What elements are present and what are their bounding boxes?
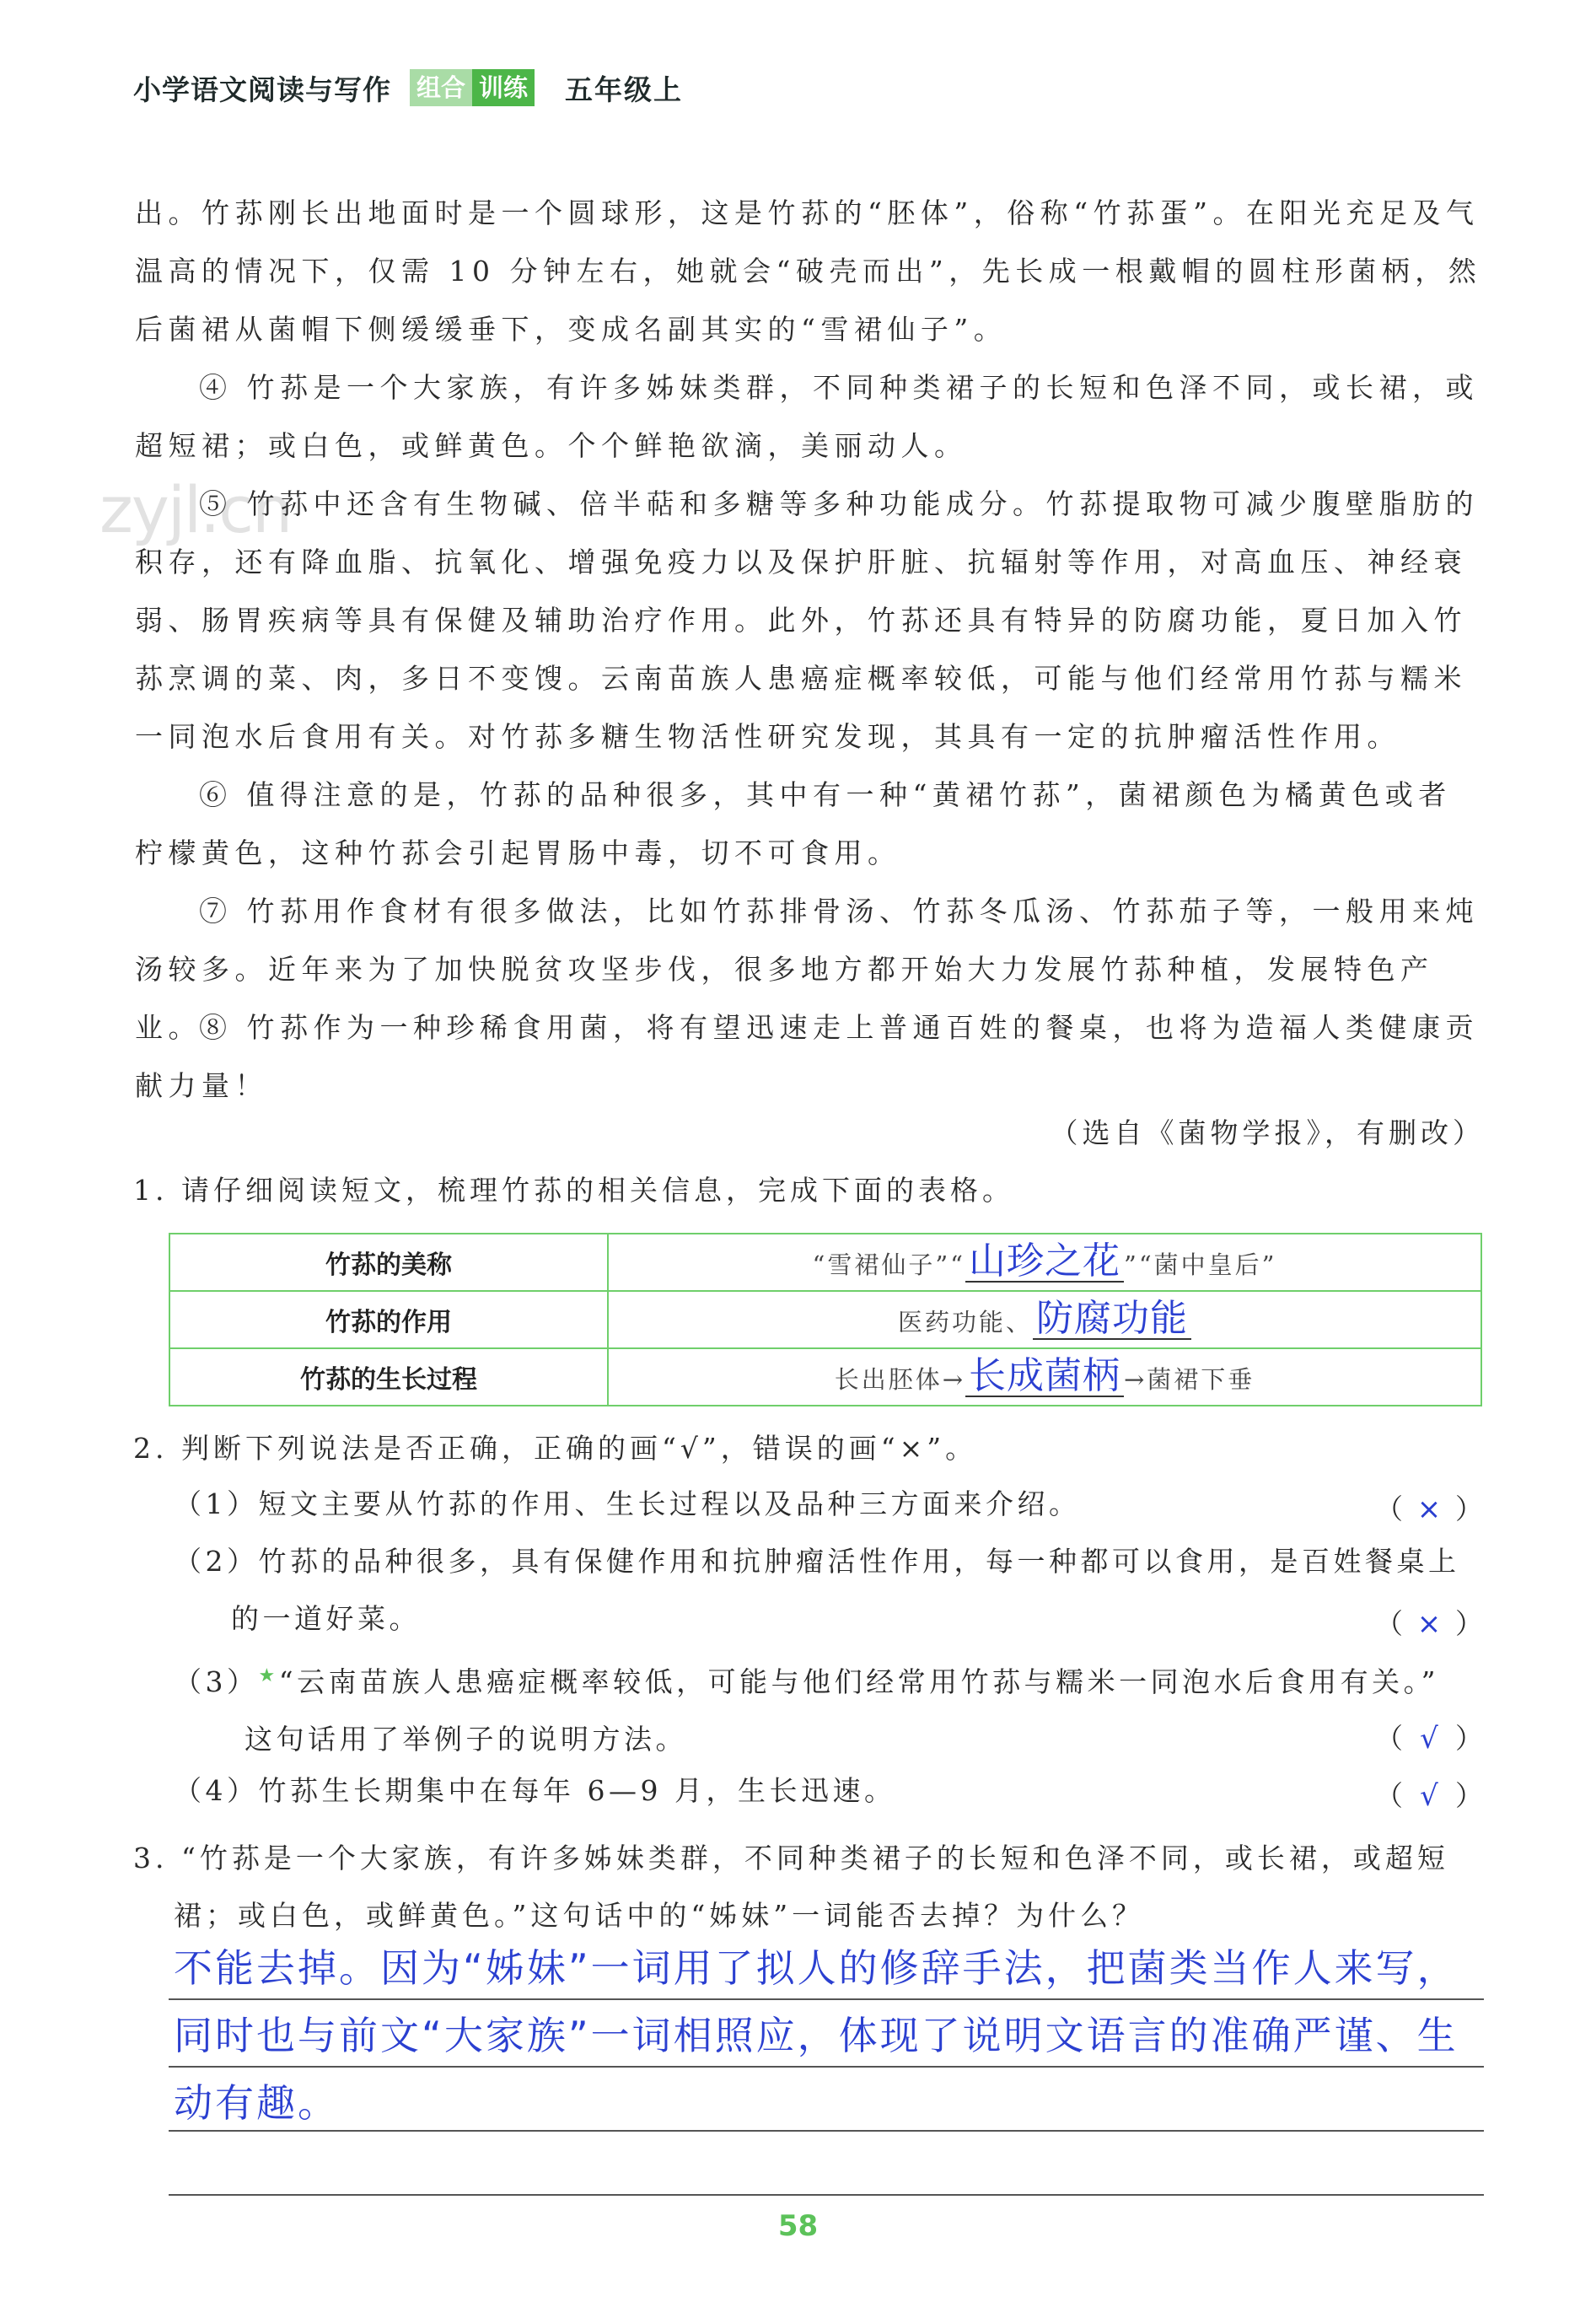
- item-text: 短文主要从竹荪的作用、生长过程以及品种三方面来介绍。: [258, 1487, 1081, 1520]
- row-value: [608, 1348, 1481, 1406]
- paragraph-8: ⑧ 竹荪作为一种珍稀食用菌，将有望迅速走上普通百姓的餐桌，也将为造福人类健康贡献力量！: [135, 1011, 1479, 1102]
- statement-4: [174, 1762, 1485, 1820]
- question-1-prompt: 1. 请仔细阅读短文，梳理竹荪的相关信息，完成下面的表格。: [133, 1174, 1014, 1207]
- series-badge: [410, 69, 535, 106]
- item-text: 竹荪生长期集中在每年 6—9 月，生长迅速。: [258, 1774, 896, 1807]
- answer-box-2[interactable]: [1375, 1602, 1485, 1642]
- row-label: 竹荪的生长过程: [169, 1348, 608, 1406]
- row-label: 竹荪的作用: [169, 1291, 608, 1348]
- item-text: “云南苗族人患癌症概率较低，可能与他们经常用竹荪与糯米一同泡水后食用有关。”: [278, 1665, 1439, 1698]
- page-header: [133, 66, 683, 110]
- answer-rule-3: [169, 2130, 1484, 2132]
- star-icon: ★: [258, 1665, 279, 1686]
- value-suffix: ”“菌中皇后”: [1124, 1250, 1277, 1279]
- answer-line-1: 不能去掉。因为“姊妹”一词用了拟人的修辞手法，把菌类当作人来写，: [174, 1945, 1459, 1991]
- judgment-mark: √: [1420, 1722, 1440, 1756]
- answer-blank[interactable]: 山珍之花: [965, 1242, 1124, 1283]
- paren-open: （: [1375, 1492, 1405, 1525]
- item-number: （3）: [174, 1665, 259, 1698]
- statement-2: [174, 1533, 1485, 1648]
- prompt-line-2: 裙；或白色，或鲜黄色。”这句话中的“姊妹”一词能否去掉？为什么？: [174, 1899, 1145, 1932]
- row-label: 竹荪的美称: [169, 1234, 608, 1291]
- statement-3: [174, 1648, 1485, 1768]
- judgment-mark: √: [1420, 1779, 1440, 1813]
- paragraph-5: ⑤ 竹荪中还含有生物碱、倍半萜和多糖等多种功能成分。竹荪提取物可减少腹壁脂肪的积存，还有降血脂、抗氧化、增强免疫力以及保护肝脏、抗辐射等作用，对高血压、神经衰弱、肠胃疾病等具有保健及辅助治疗作用。此外，竹荪还具有特异的防腐功能，夏日加入竹荪烹调的菜、肉，多日不变馊。云南苗族人患癌症概率较低，可能与他们经常用竹荪与糯米一同泡水后食用有关。对竹荪多糖生物活性研究发现，其具有一定的抗肿瘤活性作用。: [135, 487, 1479, 753]
- grade-label: 五年级上: [565, 73, 684, 106]
- paren-close: ）: [1455, 1492, 1485, 1525]
- paragraph-4: ④ 竹荪是一个大家族，有许多姊妹类群，不同种类裙子的长短和色泽不同，或长裙，或超短裙；或白色，或鲜黄色。个个鲜艳欲滴，美丽动人。: [135, 371, 1479, 462]
- item-text-cont: 这句话用了举例子的说明方法。: [245, 1723, 687, 1756]
- table-row: [169, 1291, 1481, 1348]
- value-prefix: “雪裙仙子”“: [812, 1250, 965, 1279]
- row-value: [608, 1234, 1481, 1291]
- book-title: 小学语文阅读与写作: [133, 73, 391, 106]
- answer-blank[interactable]: 长成菌柄: [965, 1357, 1124, 1397]
- answer-box-1[interactable]: [1375, 1487, 1485, 1527]
- judgment-mark: ×: [1416, 1607, 1443, 1641]
- item-number: （2）: [174, 1545, 259, 1578]
- paragraph-continued: 出。竹荪刚长出地面时是一个圆球形，这是竹荪的“胚体”，俗称“竹荪蛋”。在阳光充足及气温高的情况下，仅需 10 分钟左右，她就会“破壳而出”，先长成一根戴帽的圆柱形菌柄，然后菌裙从菌帽下侧缓缓垂下，变成名副其实的“雪裙仙子”。: [135, 196, 1482, 346]
- prompt-line-1: 3. “竹荪是一个大家族，有许多姊妹类群，不同种类裙子的长短和色泽不同，或长裙，或超短: [133, 1842, 1449, 1874]
- question-3-prompt: [133, 1830, 1449, 1944]
- paren-open: （: [1375, 1607, 1405, 1640]
- answer-rule-2: [169, 2066, 1484, 2068]
- paren-close: ）: [1455, 1779, 1485, 1812]
- badge-part-a: 组合: [410, 69, 472, 106]
- item-number: （1）: [174, 1487, 259, 1520]
- answer-line-3: 动有趣。: [174, 2080, 339, 2126]
- value-suffix: →菌裙下垂: [1124, 1365, 1255, 1394]
- value-prefix: 医药功能、: [897, 1308, 1033, 1336]
- paren-open: （: [1375, 1722, 1405, 1755]
- answer-rule-4: [169, 2194, 1484, 2196]
- watermark: zyjl.cn: [99, 472, 292, 547]
- badge-part-b: 训练: [472, 69, 535, 106]
- table-row: [169, 1234, 1481, 1291]
- answer-box-4[interactable]: [1375, 1774, 1485, 1814]
- paren-open: （: [1375, 1779, 1405, 1812]
- source-citation: （选自《菌物学报》，有删改）: [1050, 1116, 1485, 1149]
- item-text: 竹荪的品种很多，具有保健作用和抗肿瘤活性作用，每一种都可以食用，是百姓餐桌上: [258, 1545, 1460, 1578]
- paragraph-7: ⑦ 竹荪用作食材有很多做法，比如竹荪排骨汤、竹荪冬瓜汤、竹荪茄子等，一般用来炖汤较多。近年来为了加快脱贫攻坚步伐，很多地方都开始大力发展竹荪种植，发展特色产业。: [135, 895, 1479, 1044]
- info-table: [169, 1233, 1482, 1406]
- question-2-prompt: 2. 判断下列说法是否正确，正确的画“√”，错误的画“×”。: [133, 1432, 978, 1465]
- item-text-cont: 的一道好菜。: [231, 1602, 421, 1635]
- judgment-mark: ×: [1416, 1492, 1443, 1526]
- page-number: 58: [777, 2209, 819, 2243]
- answer-blank[interactable]: 防腐功能: [1033, 1299, 1191, 1340]
- row-value: [608, 1291, 1481, 1348]
- table-row: [169, 1348, 1481, 1406]
- paren-close: ）: [1455, 1722, 1485, 1755]
- paren-close: ）: [1455, 1607, 1485, 1640]
- paragraph-6: ⑥ 值得注意的是，竹荪的品种很多，其中有一种“黄裙竹荪”，菌裙颜色为橘黄色或者柠檬黄色，这种竹荪会引起胃肠中毒，切不可食用。: [135, 778, 1452, 869]
- statement-1: [174, 1476, 1485, 1533]
- answer-box-3[interactable]: [1375, 1717, 1485, 1756]
- answer-line-2: 同时也与前文“大家族”一词相照应，体现了说明文语言的准确严谨、生: [174, 2013, 1459, 2058]
- handwritten-answer[interactable]: [174, 1934, 1489, 2137]
- value-prefix: 长出胚体→: [834, 1365, 965, 1394]
- answer-rule-1: [169, 1998, 1484, 2000]
- item-number: （4）: [174, 1774, 259, 1807]
